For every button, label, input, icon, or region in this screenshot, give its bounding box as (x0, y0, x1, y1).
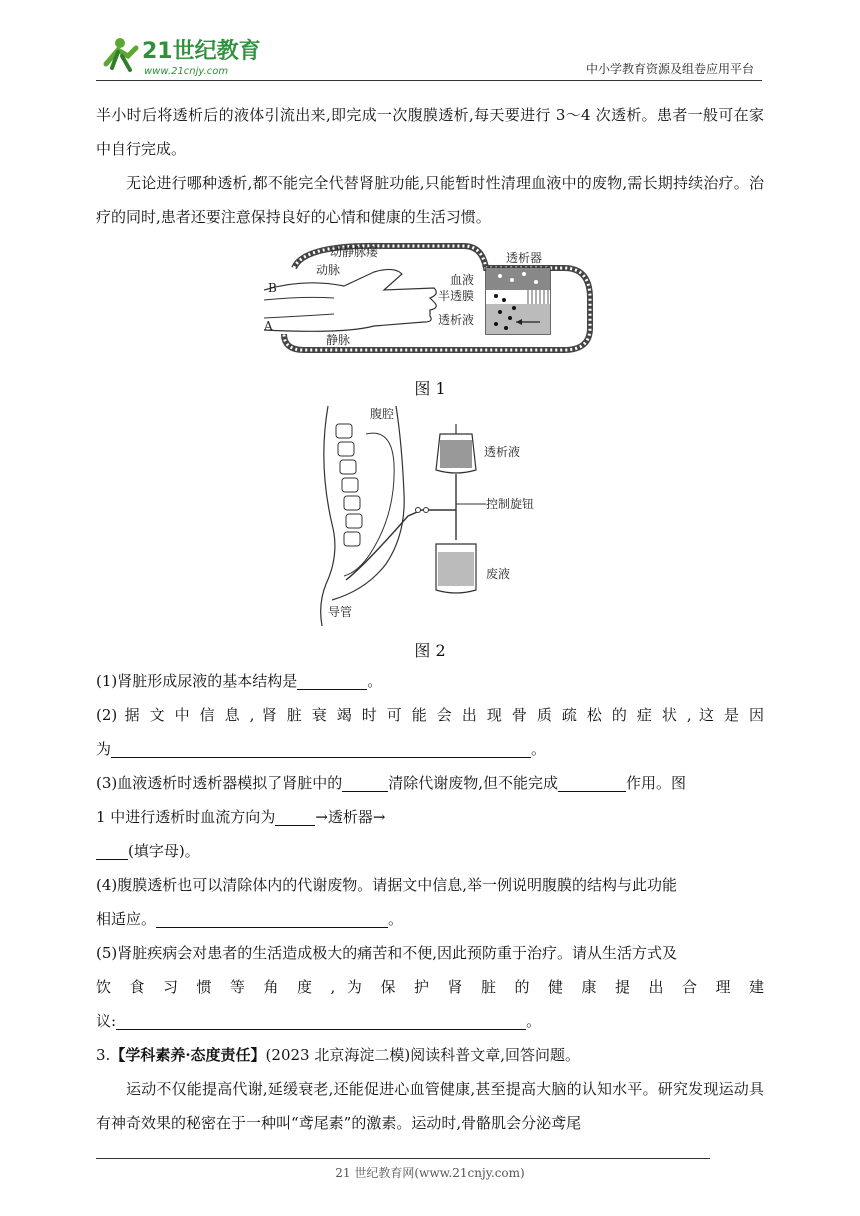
hemodialysis-diagram (264, 238, 600, 354)
question-2-line-2: 为 。 (96, 740, 547, 758)
answer-blank-3c[interactable] (275, 807, 315, 826)
question-5-line-3: 议: 。 (96, 1012, 542, 1030)
header-platform-text: 中小学教育资源及组卷应用平台 (585, 62, 754, 76)
answer-blank-3b[interactable] (558, 773, 626, 792)
svg-text:www.21cnjy.com: www.21cnjy.com (144, 66, 229, 77)
question-3-line-1: (3)血液透析时透析器模拟了肾脏中的 清除代谢废物,但不能完成 作用。图 (96, 774, 687, 792)
page-footer: 21 世纪教育网(www.21cnjy.com) (335, 1166, 525, 1180)
figure-2 (96, 400, 764, 644)
question-3-line-3: (填字母)。 (96, 834, 764, 868)
svg-text:透析液: 透析液 (438, 313, 475, 327)
svg-text:半透膜: 半透膜 (438, 289, 475, 303)
figure-1 (96, 234, 764, 378)
site-logo (96, 34, 266, 78)
answer-blank-5[interactable] (116, 1011, 526, 1030)
question-5-line-2: 饮 食 习 惯 等 角 度 , 为 保 护 肾 脏 的 健 康 提 出 合 理 建 (96, 978, 764, 996)
answer-blank-4[interactable] (156, 909, 388, 928)
answer-blank-3d[interactable] (96, 841, 128, 860)
paragraph-1: 半小时后将透析后的液体引流出来,即完成一次腹膜透析,每天要进行 3～4 次透析。患者一般可在家中自行完成。 (96, 106, 764, 158)
svg-text:废液: 废液 (486, 567, 511, 581)
peritoneal-dialysis-diagram (96, 404, 764, 626)
svg-text:导管: 导管 (328, 605, 353, 619)
question-4-line-2: 相适应。 。 (96, 910, 404, 928)
question-1: (1)肾脏形成尿液的基本结构是 。 (96, 672, 383, 690)
svg-text:血液: 血液 (450, 273, 475, 287)
question-5-line-1: (5)肾脏疾病会对患者的生活造成极大的痛苦和不便,因此预防重于治疗。请从生活方式及 (96, 944, 678, 962)
question-3-passage: 运动不仅能提高代谢,延缓衰老,还能促进心血管健康,甚至提高大脑的认知水平。研究发现运动具有神奇效果的秘密在于一种叫“鸢尾素”的激素。运动时,骨骼肌会分泌鸢尾 (96, 1080, 764, 1132)
page-content (96, 98, 764, 1140)
answer-blank-1[interactable] (297, 671, 367, 690)
answer-blank-3a[interactable] (342, 773, 388, 792)
footer-divider (96, 1158, 710, 1159)
svg-text:透析液: 透析液 (484, 445, 521, 459)
svg-text:21世纪教育: 21世纪教育 (142, 39, 261, 64)
svg-text:腹腔: 腹腔 (370, 407, 395, 421)
figure-1-caption: 图 1 (414, 379, 446, 398)
svg-text:动静脉瘘: 动静脉瘘 (330, 245, 379, 259)
question-3-heading: 3.【学科素养·态度责任】(2023 北京海淀二模)阅读科普文章,回答问题。 (96, 1046, 580, 1064)
paragraph-2: 无论进行哪种透析,都不能完全代替肾脏功能,只能暂时性清理血液中的废物,需长期持续治疗。治疗的同时,患者还要注意保持良好的心情和健康的生活习惯。 (96, 174, 764, 226)
question-3-line-2: 1 中进行透析时血流方向为 →透析器→ (96, 808, 386, 826)
answer-blank-2[interactable] (111, 739, 531, 758)
question-2-line-1: (2) 据 文 中 信 息 , 肾 脏 衰 竭 时 可 能 会 出 现 骨 质 疏 松 的 症 状 , 这 是 因 (96, 706, 764, 724)
svg-text:B: B (268, 281, 277, 295)
page-header (96, 30, 762, 81)
question-4-line-1: (4)腹膜透析也可以清除体内的代谢废物。请据文中信息,举一例说明腹膜的结构与此功能 (96, 876, 678, 894)
svg-text:透析器: 透析器 (506, 251, 543, 265)
svg-text:A: A (264, 319, 273, 333)
figure-2-caption: 图 2 (414, 641, 446, 660)
svg-text:动脉: 动脉 (316, 263, 341, 277)
svg-text:静脉: 静脉 (326, 333, 351, 347)
svg-text:控制旋钮: 控制旋钮 (486, 497, 535, 511)
